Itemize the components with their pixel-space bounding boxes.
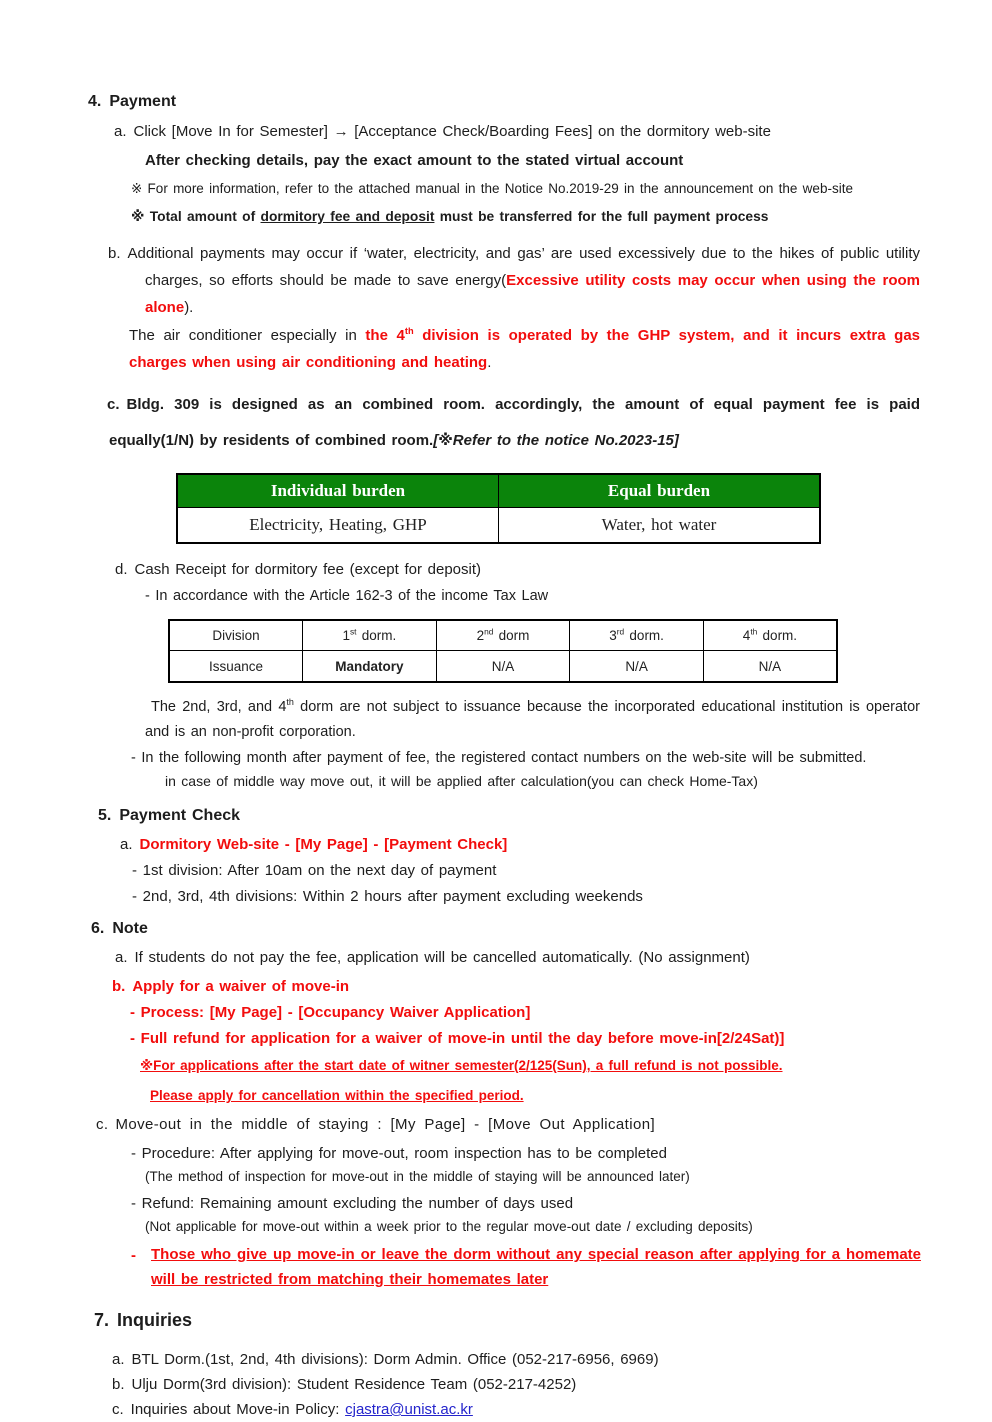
note-item-c-dash3-red: Those who give up move-in or leave the dorm without any special reason after applying for a homemate will be restricted from matching their homemates later bbox=[151, 1246, 921, 1288]
payment-check-dash2: - 2nd, 3rd, 4th divisions: Within 2 hours after payment excluding weekends bbox=[132, 888, 643, 905]
section-note-number: 6. bbox=[91, 920, 105, 937]
payment-item-b-close: ). bbox=[184, 299, 194, 316]
section-payment-check-heading bbox=[98, 807, 920, 825]
payment-total-note bbox=[131, 204, 920, 230]
section-inquiries-heading bbox=[94, 1310, 920, 1331]
inquiries-item-a-text: BTL Dorm.(1st, 2nd, 4th divisions): Dorm Admin. Office (052-217-6956, 6969) bbox=[131, 1351, 659, 1368]
note-item-a bbox=[115, 945, 920, 971]
inquiries-item-b-text: Ulju Dorm(3rd division): Student Residence Team (052-217-4252) bbox=[131, 1376, 577, 1393]
cash-receipt-explanation-post: dorm are not subject to issuance because the incorporated educational institution is operator and is an non-profit corporation. bbox=[145, 699, 920, 740]
section-note-title: Note bbox=[112, 920, 148, 937]
section-payment-check-number: 5. bbox=[98, 807, 112, 824]
cash-receipt-cell-dorm2: N/A bbox=[436, 651, 570, 683]
note-item-a-label: a. bbox=[115, 949, 128, 966]
payment-item-a-bold-note: After checking details, pay the exact amount to the stated virtual account bbox=[145, 152, 684, 169]
cash-receipt-cell-dorm4: N/A bbox=[703, 651, 837, 683]
note-item-c-text: Move-out in the middle of staying : [My Page] - [Move Out Application] bbox=[115, 1116, 656, 1133]
section-inquiries-title: Inquiries bbox=[117, 1310, 193, 1330]
note-item-b bbox=[112, 974, 920, 1000]
payment-aircon-end: . bbox=[487, 354, 492, 371]
payment-aircon-red-post: division is operated by the GHP system, and it incurs extra gas charges when using air conditioning and heating bbox=[129, 327, 921, 371]
dorm3-sup: rd bbox=[616, 626, 625, 637]
payment-check-item-a-label: a. bbox=[120, 836, 133, 853]
inquiries-item-b-label: b. bbox=[112, 1376, 125, 1393]
cash-receipt-explanation bbox=[145, 695, 920, 745]
dorm2-base: 2 bbox=[476, 628, 485, 643]
inquiries-item-c bbox=[112, 1397, 920, 1422]
dorm1-sup: st bbox=[350, 626, 357, 637]
dorm3-rest: dorm. bbox=[624, 628, 664, 643]
cash-receipt-header-dorm3 bbox=[570, 620, 704, 651]
burden-table-cell-equal: Water, hot water bbox=[499, 508, 821, 544]
note-item-b-warning1: ※For applications after the start date of witner semester(2/125(Sun), a full refund is not possible. bbox=[140, 1058, 783, 1073]
payment-item-b-label: b. bbox=[108, 245, 121, 262]
burden-table-cell-individual: Electricity, Heating, GHP bbox=[177, 508, 499, 544]
note-item-c-dash2-sub: (Not applicable for move-out within a week prior to the regular move-out date / excluding deposits) bbox=[145, 1219, 753, 1234]
inquiries-item-a-label: a. bbox=[112, 1351, 125, 1368]
cash-receipt-explanation-pre: The 2nd, 3rd, and 4 bbox=[151, 699, 287, 715]
payment-item-a-label: a. bbox=[114, 123, 127, 140]
payment-check-dash1: - 1st division: After 10am on the next day of payment bbox=[132, 862, 497, 879]
cash-receipt-cell-dorm3: N/A bbox=[570, 651, 704, 683]
inquiries-item-b bbox=[112, 1372, 920, 1397]
note-item-c-label: c. bbox=[96, 1116, 109, 1133]
dorm2-sup: nd bbox=[484, 626, 494, 637]
payment-total-note-underlined: dormitory fee and deposit bbox=[260, 209, 435, 224]
payment-item-b-red: Excessive utility costs may occur when using the room alone bbox=[145, 272, 921, 316]
cash-receipt-body-row bbox=[169, 651, 837, 683]
note-item-c-dash1: - Procedure: After applying for move-out, room inspection has to be completed bbox=[131, 1145, 667, 1162]
inquiries-item-c-text: Inquiries about Move-in Policy: bbox=[130, 1401, 346, 1418]
note-item-b-red: Apply for a waiver of move-in bbox=[132, 978, 350, 995]
section-payment-number: 4. bbox=[88, 93, 102, 110]
section-payment-heading bbox=[88, 93, 920, 111]
cash-receipt-header-dorm4 bbox=[703, 620, 837, 651]
payment-total-note-post: must be transferred for the full payment process bbox=[434, 209, 769, 224]
payment-aircon-red-pre: the 4 bbox=[365, 327, 405, 344]
note-item-a-text: If students do not pay the fee, application will be cancelled automatically. (No assignment) bbox=[134, 949, 750, 966]
note-item-b-dash1: - Process: [My Page] - [Occupancy Waiver Application] bbox=[130, 1004, 531, 1021]
payment-item-d bbox=[115, 556, 920, 583]
note-item-b-label: b. bbox=[112, 978, 126, 995]
cash-receipt-table bbox=[168, 619, 838, 683]
burden-table-header-individual: Individual burden bbox=[177, 474, 499, 508]
burden-table-header-equal: Equal burden bbox=[499, 474, 821, 508]
note-item-c-dash1-sub: (The method of inspection for move-out in the middle of staying will be announced later) bbox=[145, 1169, 690, 1184]
section-inquiries-number: 7. bbox=[94, 1310, 110, 1330]
burden-table-body-row bbox=[177, 508, 820, 544]
dorm4-base: 4 bbox=[742, 628, 751, 643]
dorm3-base: 3 bbox=[609, 628, 617, 643]
payment-aircon-red-sup: th bbox=[404, 326, 414, 336]
payment-aircon-para bbox=[129, 322, 920, 376]
payment-item-d-dash1: - In accordance with the Article 162-3 of the income Tax Law bbox=[145, 588, 549, 604]
cash-receipt-header-dorm1 bbox=[303, 620, 437, 651]
cash-receipt-explanation-sup: th bbox=[286, 697, 294, 708]
cash-receipt-cell-dorm1: Mandatory bbox=[303, 651, 437, 683]
payment-item-c bbox=[109, 387, 920, 459]
note-item-b-dash2: - Full refund for application for a waiver of move-in until the day before move-in[2/24Sat)] bbox=[130, 1030, 785, 1047]
payment-item-c-bold: Bldg. 309 is designed as an combined room. accordingly, the amount of equal payment fee is paid equally(1/N) by residents of combined room. bbox=[109, 396, 920, 449]
section-note-heading bbox=[91, 920, 920, 938]
section-payment-check-title: Payment Check bbox=[119, 807, 241, 824]
note-item-c-dash2: - Refund: Remaining amount excluding the number of days used bbox=[131, 1195, 574, 1212]
note-item-b-warning2: Please apply for cancellation within the specified period. bbox=[150, 1088, 524, 1103]
payment-item-d-text: Cash Receipt for dormitory fee (except for deposit) bbox=[134, 561, 481, 578]
cash-receipt-row-label: Issuance bbox=[169, 651, 303, 683]
payment-item-b bbox=[108, 240, 921, 321]
payment-check-item-a-red: Dormitory Web-site - [My Page] - [Payment Check] bbox=[139, 836, 508, 853]
payment-item-a bbox=[114, 118, 920, 145]
payment-item-a-text: Click [Move In for Semester] → [Acceptance Check/Boarding Fees] on the dormitory web-site bbox=[133, 123, 771, 140]
note-item-c-dash3-marker: - bbox=[131, 1247, 136, 1264]
payment-item-c-label: c. bbox=[107, 396, 120, 413]
section-payment-title: Payment bbox=[109, 93, 177, 110]
cash-receipt-header-row bbox=[169, 620, 837, 651]
note-item-c bbox=[96, 1112, 920, 1138]
payment-item-c-ref: [※Refer to the notice No.2023-15] bbox=[433, 432, 679, 449]
inquiries-email-link[interactable]: cjastra@unist.ac.kr bbox=[345, 1401, 473, 1418]
note-item-c-dash3 bbox=[131, 1242, 921, 1292]
payment-item-d-dash2-cont: in case of middle way move out, it will be applied after calculation(you can check Home-Tax) bbox=[165, 773, 758, 789]
dorm4-sup: th bbox=[750, 626, 758, 637]
dorm1-rest: dorm. bbox=[356, 628, 397, 643]
dorm1-base: 1 bbox=[342, 628, 350, 643]
payment-aircon-black: The air conditioner especially in bbox=[129, 327, 366, 344]
payment-check-item-a bbox=[120, 832, 920, 858]
cash-receipt-header-division: Division bbox=[169, 620, 303, 651]
payment-ref-note: ※ For more information, refer to the attached manual in the Notice No.2019-29 in the announcement on the web-site bbox=[131, 181, 853, 196]
payment-item-b-black: Additional payments may occur if ‘water, electricity, and gas’ are used excessively due to the hikes of public utility charges, so efforts should be made to save energy( bbox=[127, 245, 920, 289]
cash-receipt-header-dorm2 bbox=[436, 620, 570, 651]
burden-table bbox=[176, 473, 821, 544]
payment-total-note-pre: ※ Total amount of bbox=[131, 209, 261, 224]
dorm2-rest: dorm bbox=[493, 628, 530, 643]
inquiries-item-a bbox=[112, 1347, 920, 1372]
payment-item-d-label: d. bbox=[115, 561, 128, 578]
inquiries-item-c-label: c. bbox=[112, 1401, 124, 1418]
payment-item-d-dash2: - In the following month after payment of fee, the registered contact numbers on the web-site will be submitted. bbox=[131, 750, 867, 766]
burden-table-header-row bbox=[177, 474, 820, 508]
dorm4-rest: dorm. bbox=[757, 628, 798, 643]
